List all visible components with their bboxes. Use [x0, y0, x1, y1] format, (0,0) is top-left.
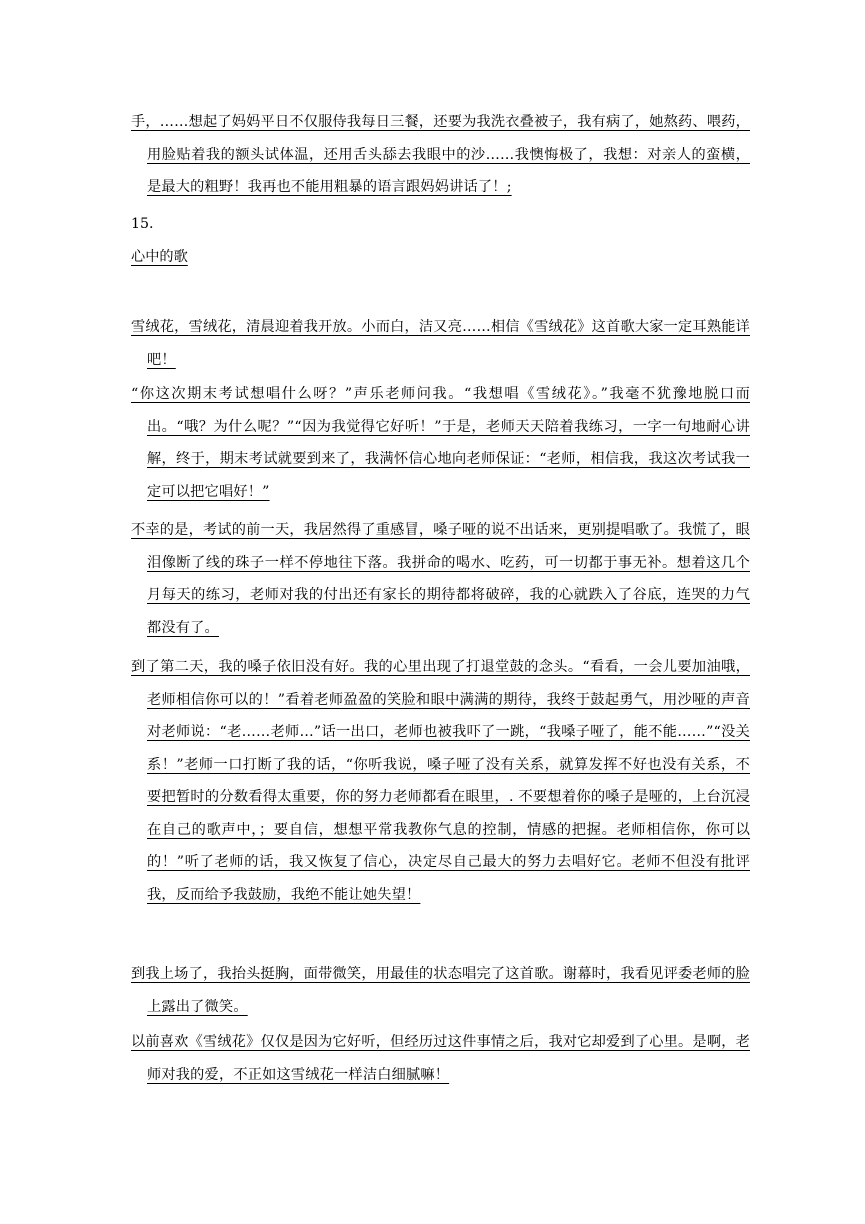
- essay-paragraph-5: 到我上场了，我抬头挺胸，面带微笑，用最佳的状态唱完了这首歌。谢幕时，我看见评委老师的脸上露出了微笑。: [131, 966, 750, 1015]
- essay-paragraph-4: 到了第二天，我的嗓子依旧没有好。我的心里出现了打退堂鼓的念头。“看看，一会儿要加油哦，老师相信你可以的！”看着老师盈盈的笑脸和眼中满满的期待，我终于鼓起勇气，用沙哑的声音对老师说：“老……老师…”话一出口，老师也被我吓了一跳，“我嗓子哑了，能不能……”“没关系！”老师一口打断了我的话，“你听我说，嗓子哑了没有关系，就算发挥不好也没有关系，不要把暂时的分数看得太重要，你的努力老师都看在眼里，. 不要想着你的嗓子是哑的，上台沉浸在自己的歌声中，；要自信，想想平常我教你气息的控制，情感的把握。老师相信你，你可以的！”听了老师的话，我又恢复了信心，决定尽自己最大的努力去唱好它。老师不但没有批评我，反而给予我鼓励，我绝不能让她失望！: [131, 659, 750, 903]
- question-number: 15.: [131, 216, 154, 232]
- previous-answer-paragraph: 手，……想起了妈妈平日不仅服侍我每日三餐，还要为我洗衣叠被子，我有病了，她熬药、喂药，用脸贴着我的额头试体温，还用舌头舔去我眼中的沙……我懊悔极了，我想：对亲人的蛮横，是最大的粗野！我再也不能用粗暴的语言跟妈妈讲话了！;: [131, 114, 750, 195]
- essay-paragraph-1: 雪绒花，雪绒花，清晨迎着我开放。小而白，洁又亮……相信《雪绒花》这首歌大家一定耳熟能详吧！: [131, 319, 750, 368]
- essay-paragraph-3: 不幸的是，考试的前一天，我居然得了重感冒，嗓子哑的说不出话来，更别提唱歌了。我慌了，眼泪像断了线的珠子一样不停地往下落。我拼命的喝水、吃药，可一切都于事无补。想着这几个月每天的练习，老师对我的付出还有家长的期待都将破碎，我的心就跌入了谷底，连哭的力气都没有了。: [131, 522, 750, 636]
- essay-paragraph-2: “你这次期末考试想唱什么呀？”声乐老师问我。“我想唱《雪绒花》。”我毫不犹豫地脱口而出。“哦？为什么呢？”“因为我觉得它好听！”于是，老师天天陪着我练习，一字一句地耐心讲解，终于，期末考试就要到来了，我满怀信心地向老师保证：“老师，相信我，我这次考试我一定可以把它唱好！”: [131, 386, 750, 500]
- essay-paragraph-6: 以前喜欢《雪绒花》仅仅是因为它好听，但经历过这件事情之后，我对它却爱到了心里。是啊，老师对我的爱，不正如这雪绒花一样洁白细腻嘛！: [131, 1034, 750, 1083]
- essay-title: 心中的歌: [131, 249, 188, 265]
